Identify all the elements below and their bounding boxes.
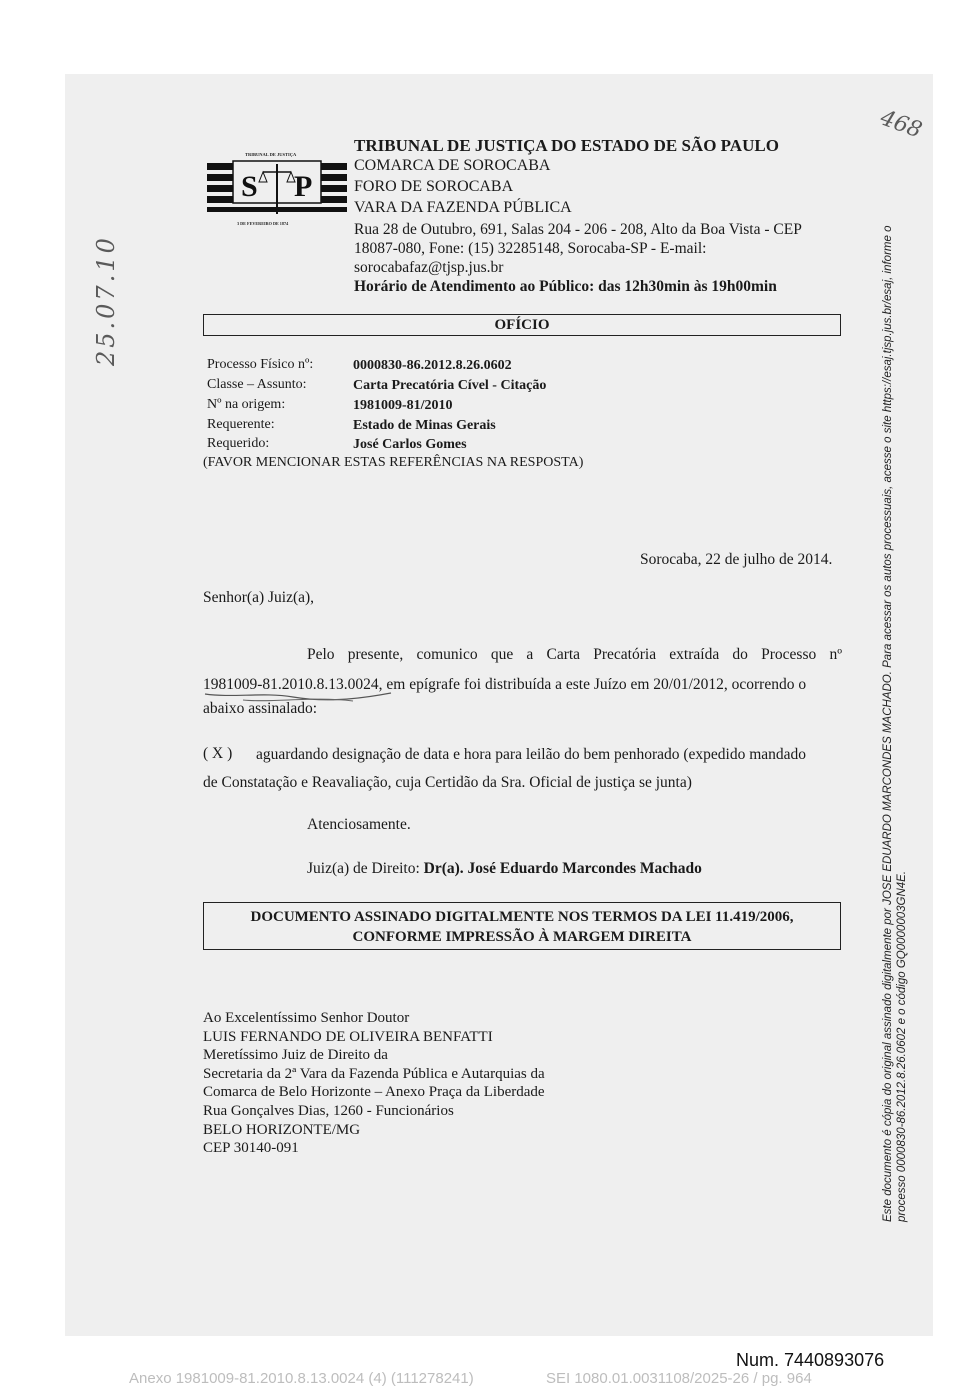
field-label-origem: Nº na origem: [207,397,286,412]
judge-line [307,860,702,878]
field-value-origem: 1981009-81/2010 [353,398,453,413]
field-value-classe: Carta Precatória Cível - Citação [353,378,547,393]
addressee-block [203,1009,545,1158]
digital-signature-box [203,902,841,950]
footer-sei-ref: SEI 1080.01.0031108/2025-26 / pg. 964 [546,1370,812,1387]
paragraph-line-3: abaixo assinalado: [203,700,318,717]
closing: Atenciosamente. [307,816,411,833]
logo-bottom-text: 3 DE FEVEREIRO DE 1874 [237,221,289,226]
field-label-requerente: Requerente: [207,417,275,432]
addressee-line: CEP 30140-091 [203,1140,299,1157]
signature-line-2: CONFORME IMPRESSÃO À MARGEM DIREITA [352,929,692,945]
field-value-processo: 0000830-86.2012.8.26.0602 [353,358,512,373]
checkbox-mark: ( X ) [203,745,233,762]
footer-attachment-ref: Anexo 1981009-81.2010.8.13.0024 (4) (111278241) [129,1370,474,1387]
addressee-line: LUIS FERNANDO DE OLIVEIRA BENFATTI [203,1028,493,1045]
addressee-line: Meretíssimo Juiz de Direito da [203,1047,388,1064]
document-type-label: OFÍCIO [494,317,550,333]
paragraph-line-1: Pelo presente, comunico que a Carta Precatória extraída do Processo nº [307,646,842,663]
process-reference: 1981009-81.2010.8.13.0024 [203,676,379,693]
side-note-line-1: Este documento é cópia do original assinado digitalmente por JOSE EDUARDO MARCONDES MACHADO. Para acessar os autos processuais, acesse o site https://esaj.tjsp.jus.br/esaj, informe o [882,225,894,1222]
court-title: TRIBUNAL DE JUSTIÇA DO ESTADO DE SÃO PAULO [354,136,779,155]
field-value-requerente: Estado de Minas Gerais [353,418,496,433]
field-value-requerido: José Carlos Gomes [353,437,467,452]
side-note-line-2: processo 0000830-86.2012.8.26.0602 e o código GQ0000003GN4E. [896,870,908,1222]
field-label-processo: Processo Físico nº: [207,357,314,372]
field-label-classe: Classe – Assunto: [207,377,307,392]
court-logo [207,150,347,226]
footer-number: Num. 7440893076 [736,1350,885,1370]
foro-line: FORO DE SOROCABA [354,178,514,195]
paragraph-line-2-rest: , em epígrafe foi distribuída a este Juízo em 20/01/2012, ocorrendo o [378,676,807,693]
document-type-bar [203,314,841,336]
office-hours: Horário de Atendimento ao Público: das 12h30min às 19h00min [354,278,777,295]
addressee-line: Secretaria da 2ª Vara da Fazenda Pública e Autarquias da [203,1065,545,1082]
logo-top-text: TRIBUNAL DE JUSTIÇA [245,152,297,157]
court-address: Rua 28 de Outubro, 691, Salas 204 - 206 - 208, Alto da Boa Vista - CEP 18087-080, Fone: (15) 32285148, Sorocaba-SP - E-mail: sorocabafaz@tjsp.jus.br [354,221,802,276]
vara-line: VARA DA FAZENDA PÚBLICA [354,199,572,216]
checkbox-line-2: de Constatação e Reavaliação, cuja Certidão da Sra. Oficial de justiça se junta) [203,774,692,791]
addressee-line: Ao Excelentíssimo Senhor Doutor [203,1010,410,1026]
date-line: Sorocaba, 22 de julho de 2014. [640,551,833,568]
addressee-line: Comarca de Belo Horizonte – Anexo Praça da Liberdade [203,1084,545,1101]
field-label-requerido: Requerido: [207,436,270,451]
comarca-line: COMARCA DE SOROCABA [354,157,551,174]
checkbox-line-1: aguardando designação de data e hora para leilão do bem penhorado (expedido mandado [256,746,807,763]
logo-letter-s: S [241,170,258,203]
handwritten-page-number: 468 [876,105,926,144]
logo-letter-p: P [294,170,313,203]
digital-signature-side-note [881,52,909,1222]
reference-note: (FAVOR MENCIONAR ESTAS REFERÊNCIAS NA RESPOSTA) [203,455,584,470]
signature-line-1: DOCUMENTO ASSINADO DIGITALMENTE NOS TERMOS DA LEI 11.419/2006, [250,909,794,925]
handwritten-margin-date: 25.07.10 [92,235,120,366]
addressee-line: BELO HORIZONTE/MG [203,1121,361,1138]
judge-prefix: Juiz(a) de Direito: [307,860,420,877]
judge-name: Dr(a). José Eduardo Marcondes Machado [423,860,702,877]
addressee-line: Rua Gonçalves Dias, 1260 - Funcionários [203,1102,454,1119]
salutation: Senhor(a) Juiz(a), [203,589,315,606]
